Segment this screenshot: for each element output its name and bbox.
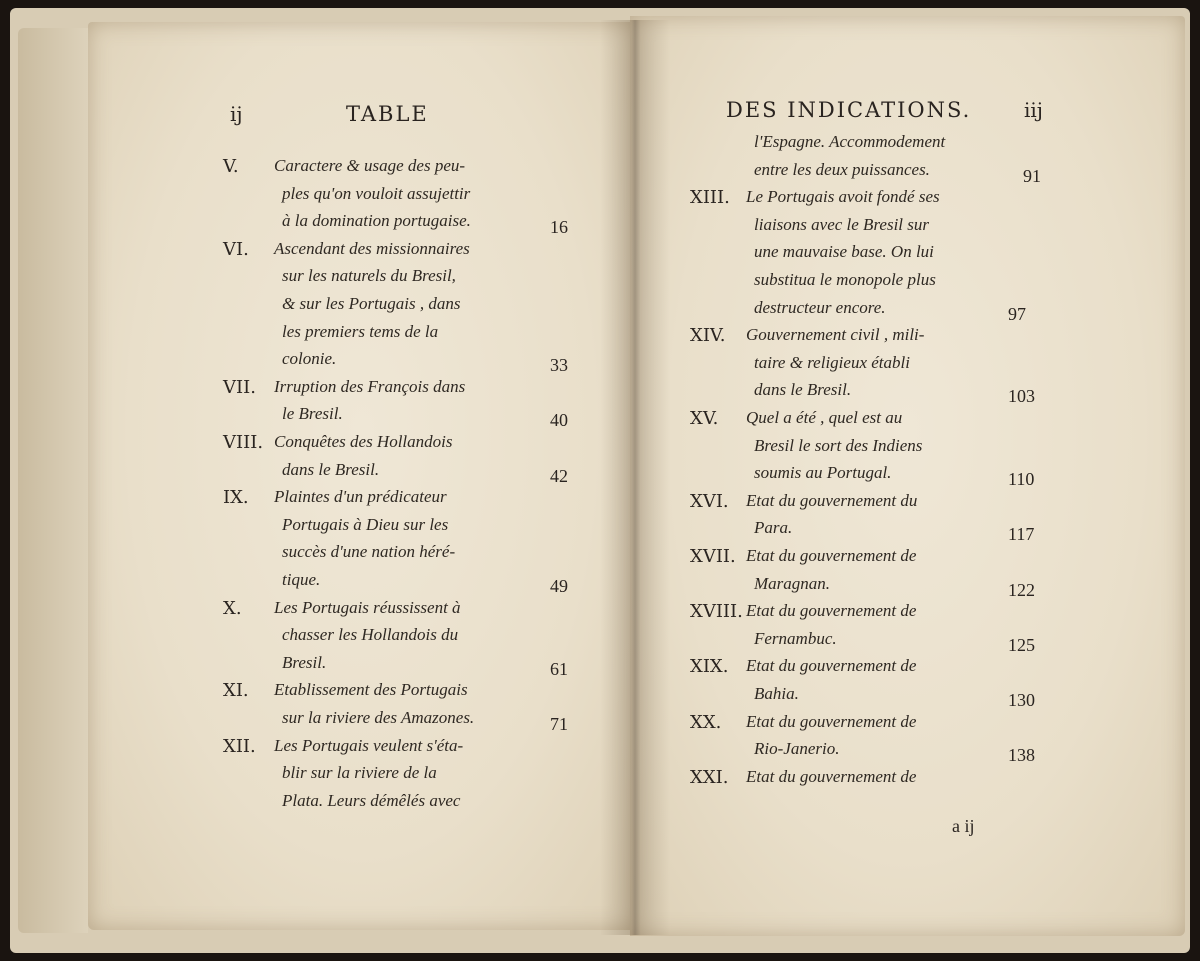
toc-entry-title-line: Bresil. — [282, 652, 327, 672]
toc-entry-numeral: XXI. — [690, 766, 729, 788]
toc-entry-title-line: destructeur encore. — [754, 297, 886, 317]
toc-entry-numeral: XVI. — [690, 490, 729, 512]
toc-entry-page: 103 — [1008, 386, 1035, 407]
toc-entry-title-line: Caractere & usage des peu- — [274, 156, 466, 175]
toc-entry-title-line: Etat du gouvernement de — [746, 546, 917, 565]
toc-entry-title-line: & sur les Portugais , dans — [282, 294, 461, 313]
toc-entry-numeral: XII. — [223, 735, 256, 757]
toc-entry-page: 91 — [1023, 165, 1041, 186]
toc-entry-title-line: Gouvernement civil , mili- — [746, 325, 925, 345]
right-page-number: iij — [1024, 98, 1043, 122]
toc-continuation-line: l'Espagne. Accommodement — [754, 132, 946, 151]
signature-mark: a ij — [952, 816, 975, 836]
toc-entry-numeral: VI. — [223, 238, 249, 260]
toc-entry-numeral: XIV. — [690, 325, 726, 347]
toc-entry-title-line: Irruption des François dans — [274, 376, 466, 396]
book-page-stack — [18, 28, 88, 933]
toc-entry-page: 42 — [550, 465, 568, 486]
toc-entry-title-line: dans le Bresil. — [282, 459, 380, 479]
toc-entry-title-line: Fernambuc. — [754, 628, 837, 648]
toc-entry-page: 125 — [1008, 634, 1035, 655]
toc-entry-title-line: Portugais à Dieu sur les — [282, 514, 449, 534]
toc-entry-numeral: X. — [223, 597, 242, 619]
toc-entry-numeral: XVII. — [690, 546, 736, 567]
toc-entry-title-line: Rio-Janerio. — [754, 739, 840, 759]
toc-entry-title-line: Le Portugais avoit fondé ses — [746, 187, 940, 207]
toc-entry-numeral: XIX. — [690, 656, 729, 678]
toc-entry-title-line: chasser les Hollandois du — [282, 625, 459, 645]
right-page — [630, 16, 1185, 936]
toc-entry-title-line: Etat du gouvernement de — [746, 656, 917, 676]
toc-entry-numeral: XV. — [690, 408, 719, 429]
toc-entry-title-line: colonie. — [282, 349, 337, 369]
toc-entry-title-line: tique. — [282, 570, 321, 589]
toc-entry-title-line: à la domination portugaise. — [282, 211, 471, 231]
toc-entry-title-line: sur la riviere des Amazones. — [282, 708, 475, 727]
toc-entry-page: 130 — [1008, 690, 1035, 710]
toc-entry-title-line: sur les naturels du Bresil, — [282, 266, 456, 286]
toc-entry-numeral: VII. — [223, 376, 256, 398]
toc-entry-numeral: IX. — [223, 487, 249, 509]
toc-entry-title-line: Maragnan. — [754, 573, 831, 593]
toc-entry-title-line: Etat du gouvernement de — [746, 711, 917, 731]
toc-entry-page: 33 — [550, 355, 568, 376]
toc-entry-title-line: Etat du gouvernement du — [746, 490, 918, 510]
toc-entry-page: 138 — [1008, 745, 1035, 766]
toc-entry-title-line: Bahia. — [754, 684, 799, 703]
toc-entry-title-line: le Bresil. — [282, 404, 343, 424]
toc-entry-page: 49 — [550, 576, 568, 596]
toc-entry-page: 97 — [1008, 303, 1026, 324]
toc-entry-title-line: Les Portugais réussissent à — [274, 597, 461, 617]
toc-entry-page: 122 — [1008, 579, 1035, 600]
toc-entry-title-line: Quel a été , quel est au — [746, 408, 903, 427]
toc-entry-numeral: XVIII. — [690, 601, 743, 623]
toc-entry-title-line: Etat du gouvernement de — [746, 601, 917, 621]
toc-continuation-line: entre les deux puissances. — [754, 159, 930, 179]
toc-entry-title-line: Plata. Leurs démêlés avec — [282, 790, 461, 810]
toc-entry-page: 71 — [550, 714, 568, 734]
toc-entry-numeral: XIII. — [690, 187, 730, 209]
right-page-header: DES INDICATIONS. — [726, 98, 972, 122]
left-page-header: TABLE — [346, 102, 429, 126]
toc-entry-title-line: succès d'une nation héré- — [282, 542, 456, 562]
toc-entry-title-line: blir sur la riviere de la — [282, 763, 437, 783]
toc-entry-title-line: Para. — [754, 518, 793, 538]
toc-entry-title-line: Plaintes d'un prédicateur — [274, 487, 447, 507]
toc-entry-page: 40 — [550, 410, 568, 431]
toc-entry-title-line: Ascendant des missionnaires — [274, 238, 470, 258]
toc-entry-title-line: ples qu'on vouloit assujettir — [282, 183, 471, 203]
toc-entry-title-line: soumis au Portugal. — [754, 463, 892, 483]
toc-entry-numeral: VIII. — [223, 432, 264, 453]
toc-entry-page: 110 — [1008, 469, 1035, 490]
toc-entry-page: 117 — [1008, 524, 1035, 545]
toc-entry-title-line: liaisons avec le Bresil sur — [754, 214, 930, 234]
toc-entry-title-line: Etablissement des Portugais — [274, 680, 468, 700]
toc-entry-title-line: taire & religieux établi — [754, 352, 910, 372]
toc-entry-title-line: Bresil le sort des Indiens — [754, 435, 923, 455]
left-page — [88, 22, 636, 930]
toc-entry-page: 61 — [550, 658, 568, 679]
toc-entry-title-line: dans le Bresil. — [754, 380, 852, 400]
toc-entry-title-line: substitua le monopole plus — [754, 270, 936, 289]
toc-entry-title-line: une mauvaise base. On lui — [754, 242, 934, 262]
toc-entry-numeral: XX. — [690, 711, 722, 733]
toc-entry-numeral: XI. — [223, 680, 249, 702]
toc-entry-title-line: Etat du gouvernement de — [746, 766, 917, 786]
toc-entry-numeral: V. — [223, 156, 239, 177]
toc-entry-page: 16 — [550, 217, 568, 238]
left-page-number: ij — [230, 102, 243, 126]
toc-entry-title-line: les premiers tems de la — [282, 321, 439, 341]
toc-entry-title-line: Conquêtes des Hollandois — [274, 432, 453, 451]
toc-entry-title-line: Les Portugais veulent s'éta- — [274, 735, 464, 755]
